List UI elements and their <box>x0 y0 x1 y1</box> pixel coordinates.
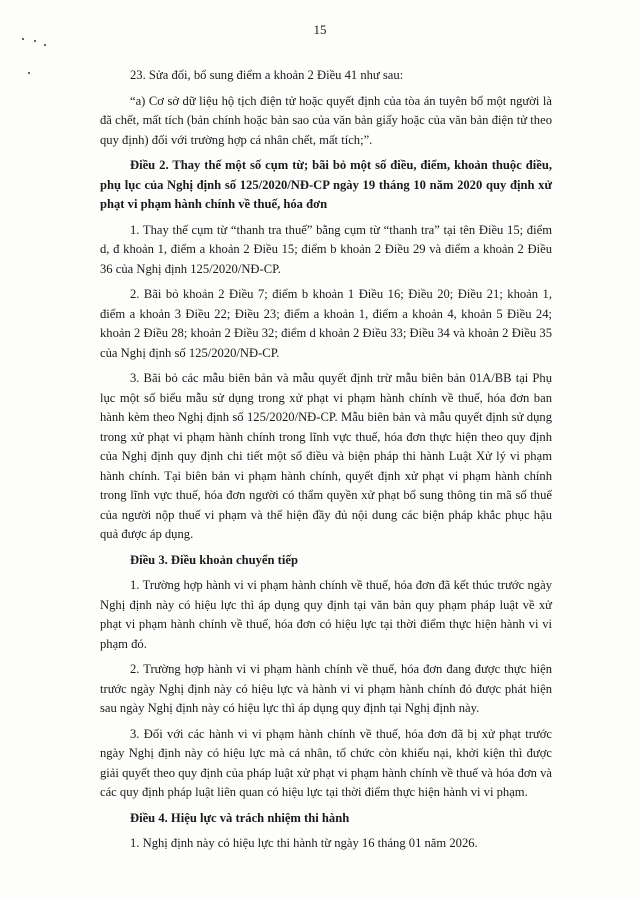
paragraph: 3. Bãi bỏ các mẫu biên bản và mẫu quyết định trừ mẫu biên bản 01A/BB tại Phụ lục một số biểu mẫu sử dụng trong xử phạt vi phạm hành chính về thuế, hóa đơn ban hành kèm theo Nghị định số 125/2020/NĐ-CP. Mẫu biên bản và mẫu quyết định sử dụng trong xử phạt vi phạm hành chính trong lĩnh vực thuế, hóa đơn thực hiện theo quy định của Nghị định quy định chi tiết một số điều và biện pháp thi hành Luật Xử lý vi phạm hành chính. Tại biên bản vi phạm hành chính, quyết định xử phạt vi phạm hành chính trong lĩnh vực thuế, hóa đơn người có thẩm quyền xử phạt bổ sung thông tin mã số thuế của người nộp thuế vi phạm và thể hiện đầy đủ nội dung các biện pháp khắc phục hậu quả được áp dụng. <box>100 371 552 541</box>
article-heading: Điều 3. Điều khoản chuyển tiếp <box>130 552 298 567</box>
scan-speck <box>28 72 30 74</box>
paragraph: 1. Thay thế cụm từ “thanh tra thuế” bằng cụm từ “thanh tra” tại tên Điều 15; điểm d, đ khoản 1, điểm a khoản 2 Điều 15; điểm b khoản 2 Điều 29 và điểm a khoản 2 Điều 36 của Nghị định 125/2020/NĐ-CP. <box>100 222 552 276</box>
scan-speck <box>44 44 46 46</box>
article-heading: Điều 4. Hiệu lực và trách nhiệm thi hành <box>130 810 350 825</box>
paragraph: 3. Đối với các hành vi vi phạm hành chính về thuế, hóa đơn đã bị xử phạt trước ngày Nghị định này có hiệu lực mà cá nhân, tổ chức còn khiếu nại, khởi kiện thì được giải quyết theo quy định của pháp luật xử phạt vi phạm hành chính về thuế và hóa đơn và các quy định pháp luật liên quan có hiệu lực tại thời điểm thực hiện hành vi vi phạm. <box>100 726 552 799</box>
paragraph: 2. Bãi bỏ khoản 2 Điều 7; điểm b khoản 1 Điều 16; Điều 20; Điều 21; khoản 1, điểm a khoản 3 Điều 22; Điều 23; điểm a khoản 1, điểm a khoản 4, khoản 5 Điều 24; khoản 2 Điều 28; khoản 2 Điều 32; điểm d khoản 2 Điều 33; Điều 34 và khoản 2 Điều 35 của Nghị định số 125/2020/NĐ-CP. <box>100 287 552 360</box>
document-body <box>100 66 552 860</box>
article-heading: Điều 2. Thay thế một số cụm từ; bãi bỏ một số điều, điểm, khoản thuộc điều, phụ lục của Nghị định số 125/2020/NĐ-CP ngày 19 tháng 10 năm 2020 quy định xử phạt vi phạm hành chính về thuế, hóa đơn <box>100 158 552 211</box>
paragraph: 2. Trường hợp hành vi vi phạm hành chính về thuế, hóa đơn đang được thực hiện trước ngày Nghị định này có hiệu lực và hành vi vi phạm hành chính đó được phát hiện sau ngày Nghị định này có hiệu lực thì áp dụng quy định tại Nghị định này. <box>100 662 552 715</box>
paragraph: 1. Nghị định này có hiệu lực thi hành từ ngày 16 tháng 01 năm 2026. <box>130 836 478 850</box>
scan-speck <box>34 40 36 42</box>
paragraph: 1. Trường hợp hành vi vi phạm hành chính về thuế, hóa đơn đã kết thúc trước ngày Nghị định này có hiệu lực thì áp dụng quy định tại văn bản quy phạm pháp luật về xử phạt vi phạm hành chính về thuế, hóa đơn có hiệu lực tại thời điểm thực hiện hành vi vi phạm đó. <box>100 578 552 651</box>
page-number: 15 <box>313 22 327 37</box>
scan-speck <box>22 38 24 40</box>
paragraph: “a) Cơ sở dữ liệu hộ tịch điện tử hoặc quyết định của tòa án tuyên bố một người là đã chết, mất tích (bản chính hoặc bản sao của văn bản giấy hoặc của văn bản điện tử theo quy định) đối với trường hợp cá nhân chết, mất tích;”. <box>100 93 552 147</box>
paragraph: 23. Sửa đổi, bổ sung điểm a khoản 2 Điều 41 như sau: <box>130 68 404 82</box>
